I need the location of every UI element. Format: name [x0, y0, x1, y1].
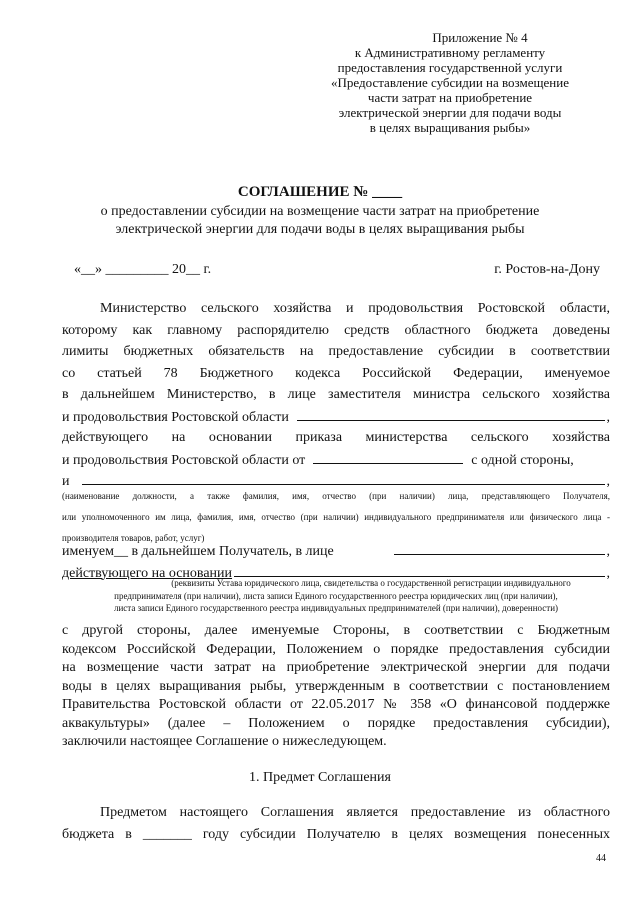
footnote-basis	[62, 577, 610, 615]
appendix-line: части затрат на приобретение	[367, 90, 533, 105]
footnote-line: предпринимателя (при наличии), листа записи Единого государственного реестра юридических лиц (при наличии),	[114, 590, 558, 601]
footnote-line: (реквизиты Устава юридического лица, свидетельства о государственной регистрации индивидуального	[171, 578, 571, 588]
appendix-header	[300, 30, 600, 135]
document-subtitle	[60, 203, 580, 239]
blank-field	[297, 406, 605, 421]
blank-field	[234, 562, 604, 577]
text-line: заключили настоящее Соглашение о нижеследующем.	[62, 734, 387, 749]
appendix-line: к Административному регламенту	[354, 45, 546, 60]
footnote-line: листа записи Единого государственного реестра индивидуальных предпринимателей (при наличии), доверенности)	[113, 603, 559, 613]
text-line: Министерство сельского хозяйства и продовольствия Ростовской области,	[100, 301, 610, 316]
appendix-line: «Предоставление субсидии на возмещение	[331, 75, 569, 90]
subtitle-line: электрической энергии для подачи воды в целях выращивания рыбы	[115, 222, 525, 237]
text-line: воды в целях выращивания рыбы, утвержденным в соответствии с постановлением	[62, 678, 610, 694]
text-fragment: с одной стороны,	[471, 452, 574, 468]
text-line: в дальнейшем Министерство, в лице заместителя министра сельского хозяйства	[62, 387, 610, 402]
text-fragment: и продовольствия Ростовской области от	[62, 452, 306, 468]
subtitle-line: о предоставлении субсидии на возмещение части затрат на приобретение	[100, 204, 540, 219]
text-line: Предметом настоящего Соглашения является предоставление из областного	[100, 805, 610, 820]
blank-field	[394, 540, 605, 555]
text-line: кодексом Российской Федерации, Положением о порядке предоставления субсидии	[62, 641, 610, 657]
text-line: на возмещение части затрат на приобретение электрической энергии для подачи	[62, 660, 610, 675]
text-fragment: ,	[606, 565, 610, 581]
date-place-line	[62, 262, 600, 278]
appendix-line: в целях выращивания рыбы»	[369, 120, 531, 135]
footnote-line: или уполномоченного им лица, фамилия, имя, отчество (при наличии) индивидуального предпринимателя или физического лица -	[62, 512, 610, 522]
paragraph-subject	[62, 802, 610, 845]
footnote-line: (наименование должности, а также фамилия, имя, отчество (при наличии) лица, представляющего Получателя,	[62, 491, 610, 501]
footnote-line: производителя товаров, работ, услуг)	[62, 533, 205, 543]
text-line: лимиты бюджетных обязательств на предоставление субсидии в соответствии	[62, 344, 610, 359]
text-line: действующего на основании приказа министерства сельского хозяйства	[62, 430, 610, 445]
document-title: СОГЛАШЕНИЕ № ____	[237, 184, 403, 200]
text-line: аквакультуры» (далее – Положением о порядке предоставления субсидии),	[62, 715, 610, 731]
text-fragment: и продовольствия Ростовской области	[62, 409, 289, 425]
text-line: с другой стороны, далее именуемые Стороны, в соответствии с Бюджетным	[62, 623, 610, 638]
appendix-line: Приложение № 4	[432, 30, 528, 45]
appendix-line: электрической энергии для подачи воды	[338, 105, 562, 120]
agreement-date: «__» _________ 20__ г.	[74, 262, 212, 277]
page-number: 44	[596, 853, 606, 864]
text-line	[62, 449, 610, 471]
paragraph-parties-ministry	[62, 298, 610, 492]
text-fragment: и	[62, 474, 70, 489]
text-line: Правительства Ростовской области от 22.05.2017 № 358 «О финансовой поддержке	[62, 697, 610, 712]
text-line	[62, 406, 610, 428]
appendix-line: предоставления государственной услуги	[337, 60, 563, 75]
text-fragment: ,	[606, 409, 610, 425]
text-line: которому как главному распорядителю средств областного бюджета доведены	[62, 322, 610, 338]
text-fragment: ,	[606, 544, 610, 559]
text-fragment: действующего на основании	[62, 565, 233, 581]
section-heading: 1. Предмет Соглашения	[249, 770, 391, 785]
agreement-place: г. Ростов-на-Дону	[494, 262, 600, 277]
text-fragment: ,	[606, 474, 610, 489]
paragraph-legal-basis	[62, 622, 610, 752]
text-line: бюджета в _______ году субсидии Получателю в целях возмещения понесенных	[62, 826, 610, 842]
text-line: со статьей 78 Бюджетного кодекса Российской Федерации, именуемое	[62, 365, 610, 381]
text-line	[62, 540, 610, 562]
text-fragment: именуем__ в дальнейшем Получатель, в лице	[62, 544, 334, 559]
blank-field	[82, 470, 605, 485]
blank-field	[313, 449, 463, 464]
